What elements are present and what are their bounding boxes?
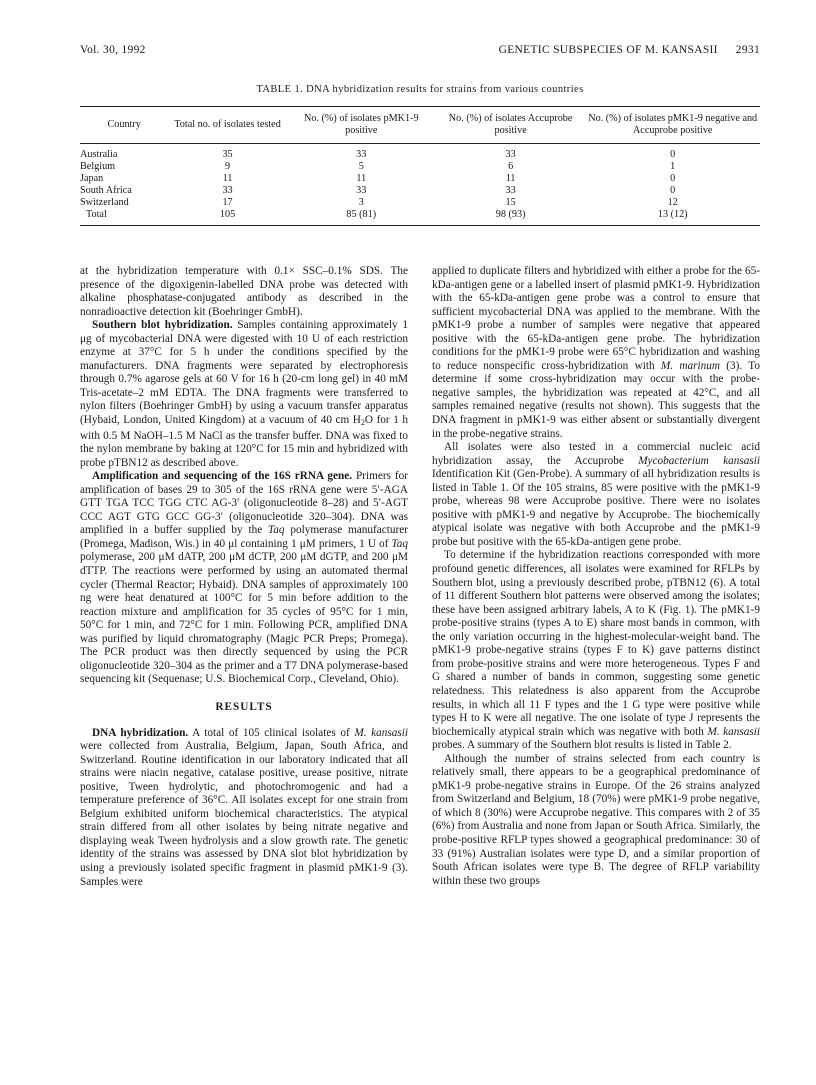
cell-pmk: 11 — [356, 173, 367, 184]
cell-country: Total — [80, 209, 168, 226]
left-text-column — [80, 265, 408, 889]
cell-total: 33 — [222, 185, 233, 196]
cell-neg-accu: 12 — [667, 197, 678, 208]
cell-pmk: 33 — [356, 185, 367, 196]
paragraph: Amplification and sequencing of the 16S rRNA gene. Primers for amplification of bases 29 to 305 of the 16S rRNA gene were 5′-AGA GTT TGA TCC TGG CTC AG-3′ (oligonucleotide 8–28) and 5′-AGT CCC AGT GTG GCC GG-3′ (oligonucleotide 320–304). DNA was amplified in a buffer supplied by the Taq polymerase manufacturer (Promega, Madison, Wis.) in 40 μl containing 1 μM primers, 1 U of Taq polymerase, 200 μM dATP, 200 μM dCTP, 200 μM dGTP, and 200 μM dTTP. The reactions were performed by using an automated thermal cycler (Thermal Reactor; Hybaid). DNA samples of approximately 100 ng were heat denatured at 100°C for 5 min before addition to the reaction mixture and amplification for 35 cycles of 95°C for 1 min, 50°C for 1 min, and 72°C for 1 min. Following PCR, amplified DNA was purified by liquid chromatography (Magic PCR Preps; Promega). The PCR product was then directly sequenced by using the PCR oligonucleotide 320–304 as the primer and a T7 DNA polymerase-based sequencing kit (Sequenase; U.S. Biochemical Corp., Cleveland, Ohio). — [80, 470, 409, 686]
hybridization-table — [80, 106, 760, 226]
run-in-heading: Amplification and sequencing of the 16S rRNA gene. — [92, 470, 353, 483]
cell-country: Switzerland — [80, 197, 129, 208]
table-row — [80, 197, 760, 209]
cell-total: 9 — [224, 161, 231, 172]
section-heading: RESULTS — [215, 700, 273, 713]
col-header-pmk-negative-accuprobe-positive: No. (%) of isolates pMK1-9 negative and Accuprobe positive — [585, 107, 760, 144]
paragraph: Southern blot hybridization. Samples containing approximately 1 μg of mycobacterial DNA were digested with 10 U of each restriction enzyme at 37°C for 5 h under the conditions specified by the manufacturers. DNA fragments were separated by electrophoresis through 0.7% agarose gels at 60 V for 16 h (20-cm long gel) in 40 mM Tris-acetate–2 mM EDTA. The DNA fragments were transferred to nylon filters (Boehringer GmbH) by using a vacuum transfer apparatus (Hybaid, London, United Kingdom) at a vacuum of 40 cm $H_2O$ for 1 h with 0.5 M NaOH–1.5 M NaCl as the transfer buffer. DNA was fixed to the nylon membrane by baking at 120°C for 15 min and hybridized with probe pTBN12 as described above. — [80, 319, 409, 469]
running-title: GENETIC SUBSPECIES OF M. KANSASII — [498, 44, 718, 56]
cell-pmk: 85 (81) — [287, 209, 436, 226]
cell-country: South Africa — [80, 185, 132, 196]
cell-country: Japan — [80, 173, 104, 184]
col-header-total: Total no. of isolates tested — [168, 107, 286, 144]
cell-pmk: 33 — [356, 149, 367, 160]
cell-accu: 33 — [505, 149, 516, 160]
table-row — [80, 161, 760, 173]
cell-accu: 33 — [505, 185, 516, 196]
page-number: 2931 — [735, 44, 760, 56]
table-row — [80, 173, 760, 185]
cell-accu: 15 — [505, 197, 516, 208]
journal-volume: Vol. 30, 1992 — [80, 44, 146, 56]
cell-neg-accu: 0 — [670, 173, 676, 184]
cell-country: Belgium — [80, 161, 116, 172]
cell-accu: 6 — [508, 161, 514, 172]
right-text-column — [432, 265, 760, 888]
cell-pmk: 3 — [358, 197, 364, 208]
cell-accu: 11 — [505, 173, 516, 184]
run-in-heading: DNA hybridization. — [92, 726, 189, 739]
paragraph: applied to duplicate filters and hybridized with either a probe for the 65-kDa-antigen gene or a labelled insert of plasmid pMK1-9. Hybridization with the 65-kDa-antigen gene probe was a control to ensure that sufficient mycobacterial DNA was applied to the membrane. With the pMK1-9 probe a number of samples were negative that appeared positive with the 65-kDa-antigen gene probe. The hybridization conditions for the pMK1-9 probe were 65°C hybridization and washing to reduce nonspecific cross-hybridization with M. marinum (3). To determine if some cross-hybridization may occur with the probe-negative samples, the hybridization was repeated at 42°C, and all samples remained negative (results not shown). This suggests that the DNA fragment in pMK1-9 was either absent or substantially divergent in the probe-negative strains. — [432, 265, 760, 440]
cell-neg-accu: 13 (12) — [585, 209, 760, 226]
col-header-accuprobe-positive: No. (%) of isolates Accuprobe positive — [436, 107, 586, 144]
table-row — [80, 144, 760, 162]
cell-country: Australia — [80, 149, 118, 160]
col-header-country: Country — [80, 107, 168, 144]
cell-total: 105 — [168, 209, 286, 226]
table-header-row — [80, 107, 760, 144]
table-row-total — [80, 209, 760, 226]
table-title: TABLE 1. DNA hybridization results for strains from various countries — [256, 84, 584, 95]
paragraph: All isolates were also tested in a commercial nucleic acid hybridization assay, the Accuprobe Mycobacterium kansasii Identification Kit (Gen-Probe). A summary of all hybridization results is listed in Table 1. Of the 105 strains, 85 were positive with the pMK1-9 probe, whereas 98 were Accuprobe positive. There were no isolates positive with pMK1-9 and negative by Accuprobe. The biochemically atypical isolate was negative with both Accuprobe and the pMK1-9 probe but positive with the 65-kDa-antigen gene probe. — [432, 441, 760, 548]
paragraph: To determine if the hybridization reactions corresponded with more profound genetic differences, all isolates were examined for RFLPs by Southern blot, using a previously described probe, pTBN12 (6). A total of 11 different Southern blot patterns were observed among the isolates; these have been assigned arbitrary labels, A to K (Fig. 1). The pMK1-9 probe-positive strains (types A to E) share most bands in common, with the only variation occurring in the highest-molecular-weight band. The pMK1-9 probe-negative strains (types F to K) gave patterns distinct from probe-positive strains and were more heterogeneous. Types F and G shared a number of bands in common, suggesting some genetic relatedness. This relatedness is also apparent from the Accuprobe results, in which all 11 F types and the 1 G type were positive while types H to K were all negative. The one isolate of type J represents the biochemically atypical strain which was negative with both M. kansasii probes. A summary of the Southern blot results is listed in Table 2. — [432, 549, 760, 752]
col-header-pmk-positive: No. (%) of isolates pMK1-9 positive — [287, 107, 436, 144]
running-title-block — [499, 44, 760, 56]
cell-neg-accu: 0 — [670, 185, 676, 196]
cell-total: 17 — [222, 197, 233, 208]
cell-accu: 98 (93) — [436, 209, 586, 226]
paragraph: at the hybridization temperature with 0.1× SSC–0.1% SDS. The presence of the digoxigenin-labelled DNA probe was detected with alkaline phosphatase-conjugated antibody as described in the nonradioactive detection kit (Boehringer GmbH). — [80, 265, 408, 318]
cell-total: 11 — [222, 173, 233, 184]
cell-total: 35 — [222, 149, 233, 160]
paragraph: DNA hybridization. A total of 105 clinical isolates of M. kansasii were collected from Australia, Belgium, Japan, South Africa, and Switzerland. Routine identification in our laboratory indicated that all strains were niacin negative, catalase positive, urease positive, nitrate positive, Tween hydrolytic, and photochromogenic and had a temperature preference of 36°C. All isolates except for one strain from Belgium exhibited uniform biochemical characteristics. The atypical strain differed from all other isolates by being nitrate negative and displaying weak Tween hydrolysis and a slow growth rate. The genetic identity of the strains was assessed by DNA slot blot hybridization by using a previously isolated specific fragment in plasmid pMK1-9 (3). Samples were — [80, 726, 409, 888]
cell-neg-accu: 1 — [670, 161, 676, 172]
paragraph: Although the number of strains selected from each country is relatively small, there appears to be a geographical predominance of pMK1-9 probe-negative strains in Europe. Of the 26 strains analyzed from Switzerland and Belgium, 18 (70%) were pMK1-9 probe negative, of which 8 (30%) were Accuprobe negative. This compares with 2 of 35 (6%) from Australia and none from Japan or South Africa. Similarly, the probe-positive RFLP types showed a geographical predominance: 30 of 33 (91%) Australian isolates were type D, and a similar proportion of South African isolates were type B. The degree of RFLP variability within these two groups — [432, 752, 760, 887]
cell-neg-accu: 0 — [670, 149, 676, 160]
table-row — [80, 185, 760, 197]
run-in-heading: Southern blot hybridization. — [92, 319, 233, 332]
cell-pmk: 5 — [358, 161, 364, 172]
